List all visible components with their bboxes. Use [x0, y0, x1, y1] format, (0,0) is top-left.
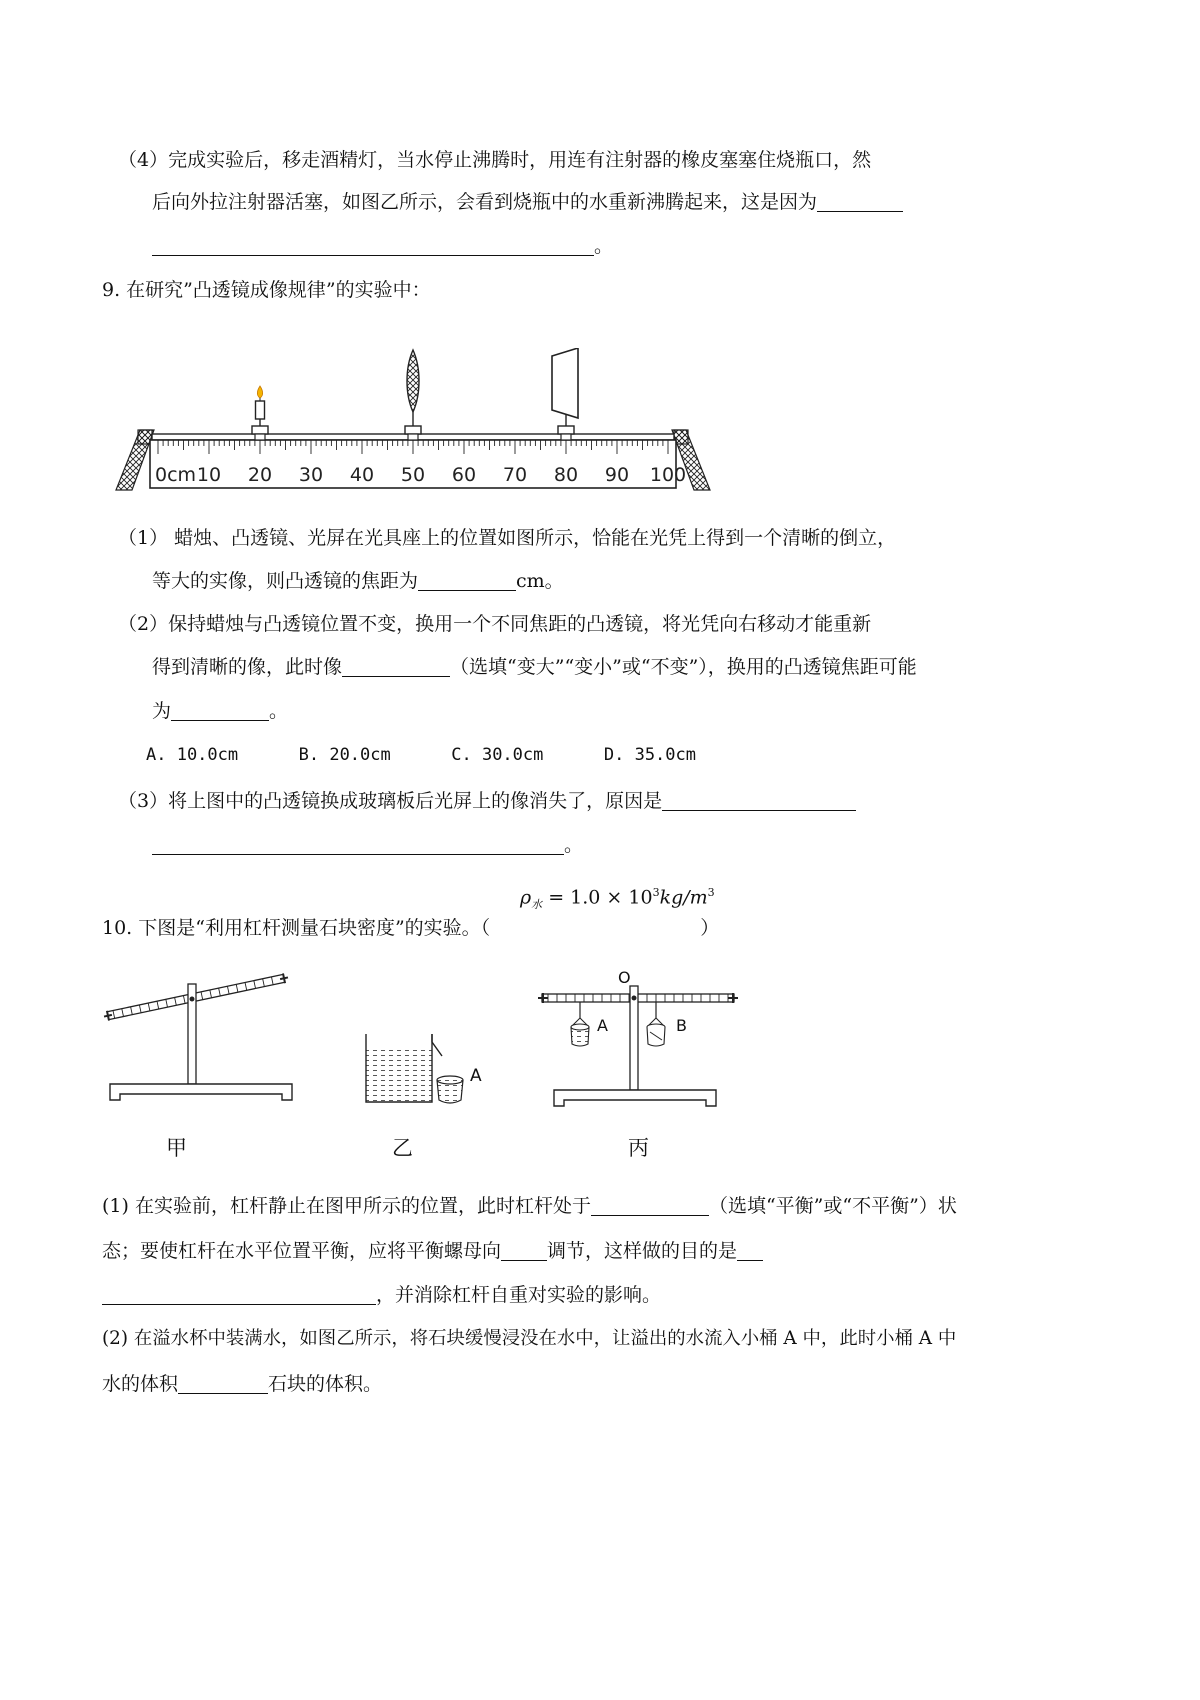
bench-tick-label: 10 — [196, 464, 222, 486]
light-screen — [552, 348, 578, 440]
q9-part1-line1: （1） 蜡烛、凸透镜、光屏在光具座上的位置如图所示，恰能在光凭上得到一个清晰的倒立， — [118, 527, 897, 549]
q9-part2-line3: 为 。 — [152, 700, 289, 722]
bench-tick-label: 90 — [604, 464, 630, 486]
lever-figure-bing — [536, 974, 746, 1118]
q8-part4-line1: （4）完成实验后，移走酒精灯，当水停止沸腾时，用连有注射器的橡皮塞塞住烧瓶口，然 — [118, 149, 872, 171]
q10-part2-line2: 水的体积 石块的体积。 — [102, 1373, 383, 1395]
option-b[interactable]: B. 20.0cm — [298, 745, 391, 765]
optical-bench-figure — [112, 348, 712, 498]
answer-blank-q9-3a[interactable] — [662, 788, 856, 811]
figure-label-bing: 丙 — [628, 1136, 649, 1160]
q9-title: 9. 在研究”凸透镜成像规律”的实验中： — [102, 279, 431, 301]
answer-blank-purpose-a[interactable] — [737, 1238, 763, 1261]
pivot-label-o: O — [618, 968, 631, 987]
bench-tick-label: 70 — [502, 464, 528, 486]
answer-blank-image-size[interactable] — [342, 654, 450, 677]
q8-end-punct: 。 — [594, 235, 614, 257]
q10-title: 10. 下图是“利用杠杆测量石块密度”的实验。（ ） — [102, 917, 720, 939]
bench-tick-label: 0cm — [155, 464, 197, 486]
answer-blank-volume-compare[interactable] — [178, 1371, 268, 1394]
density-formula: $\rho_水 = 1.0 \times 10^3kg/m^3$ — [520, 886, 715, 912]
answer-blank-nut-direction[interactable] — [501, 1238, 547, 1261]
q9-part2-line1: （2）保持蜡烛与凸透镜位置不变，换用一个不同焦距的凸透镜，将光凭向右移动才能重新 — [118, 613, 872, 635]
bucket-label-a: A — [597, 1016, 608, 1035]
answer-blank-q9-3b[interactable] — [152, 832, 564, 855]
answer-blank-focal-choice[interactable] — [171, 698, 269, 721]
candle — [252, 386, 268, 440]
answer-blank-focal-length[interactable] — [418, 568, 516, 591]
option-a[interactable]: A. 10.0cm — [146, 745, 239, 765]
q10-part1-line1: (1) 在实验前，杠杆静止在图甲所示的位置，此时杠杆处于 （选填“平衡”或“不平衡”）状 — [102, 1195, 957, 1217]
bench-tick-label: 80 — [553, 464, 579, 486]
bench-tick-label: 60 — [451, 464, 477, 486]
bench-tick-label: 100 — [649, 464, 687, 486]
q8-part4-line3 — [152, 232, 613, 260]
bench-tick-label: 40 — [349, 464, 375, 486]
q9-part1-line2: 等大的实像，则凸透镜的焦距为 cm。 — [152, 570, 564, 592]
answer-blank-q8-2[interactable] — [152, 233, 594, 256]
q9-options — [146, 741, 696, 769]
bench-tick-label: 50 — [400, 464, 426, 486]
lever-figure-jia — [96, 962, 306, 1112]
bench-tick-label: 20 — [247, 464, 273, 486]
q9-part2-line2: 得到清晰的像，此时像 （选填“变大”“变小”或“不变”），换用的凸透镜焦距可能 — [152, 656, 917, 678]
answer-blank-q8-1[interactable] — [817, 189, 903, 212]
answer-blank-balance-state[interactable] — [591, 1193, 709, 1216]
option-c[interactable]: C. 30.0cm — [451, 745, 544, 765]
figure-label-jia: 甲 — [166, 1136, 187, 1160]
q10-part1-line2: 态；要使杠杆在水平位置平衡，应将平衡螺母向 调节，这样做的目的是 — [102, 1237, 763, 1265]
figure-label-yi: 乙 — [392, 1136, 413, 1160]
q8-part4-line2 — [152, 188, 903, 216]
q9-part3-line2: 。 — [152, 831, 583, 859]
q10-part1-line3: ，并消除杠杆自重对实验的影响。 — [102, 1281, 661, 1309]
option-d[interactable]: D. 35.0cm — [603, 745, 696, 765]
convex-lens — [405, 350, 421, 440]
bucket-label-a-yi: A — [470, 1066, 482, 1086]
q10-part2-line1: (2) 在溢水杯中装满水，如图乙所示，将石块缓慢浸没在水中，让溢出的水流入小桶 A 中，此时小桶 A 中 — [102, 1328, 957, 1349]
q9-part3-line1: （3）将上图中的凸透镜换成玻璃板后光屏上的像消失了，原因是 — [118, 787, 856, 815]
q8-part4-text: 后向外拉注射器活塞，如图乙所示，会看到烧瓶中的水重新沸腾起来，这是因为 — [152, 191, 818, 213]
answer-blank-purpose-b[interactable] — [102, 1282, 376, 1305]
bench-tick-label: 30 — [298, 464, 324, 486]
bucket-label-b: B — [676, 1016, 687, 1035]
